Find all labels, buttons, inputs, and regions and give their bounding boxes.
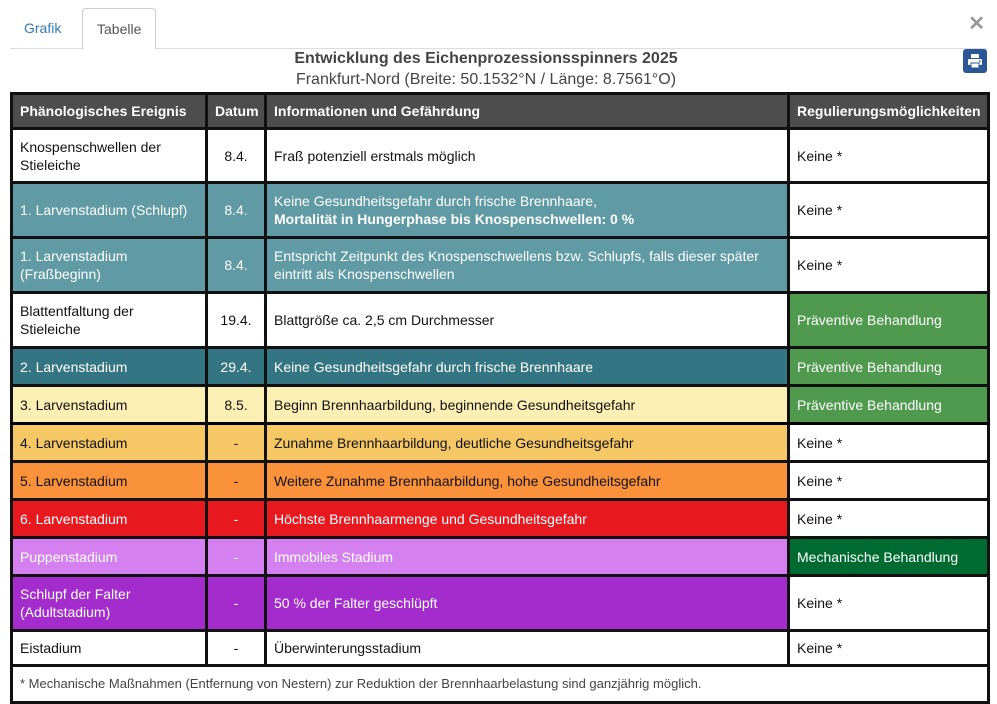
table-row xyxy=(12,183,989,238)
event-cell: Knospenschwellen der Stieleiche xyxy=(12,129,207,183)
page-subtitle: Frankfurt-Nord (Breite: 50.1532°N / Länge: 8.7561°O) xyxy=(295,71,677,88)
printer-icon xyxy=(967,53,983,69)
table-row xyxy=(12,386,989,424)
event-cell: 3. Larvenstadium xyxy=(12,386,207,424)
date-cell: 8.4. xyxy=(207,238,266,293)
info-cell xyxy=(266,500,789,538)
event-cell: 1. Larvenstadium (Fraßbeginn) xyxy=(12,238,207,293)
info-text: Höchste Brennhaarmenge und Gesundheitsgefahr xyxy=(274,510,587,527)
info-text: Weitere Zunahme Brennhaarbildung, hohe Gesundheitsgefahr xyxy=(274,472,661,489)
phenology-table xyxy=(10,92,990,704)
page-title: Entwicklung des Eichenprozessionsspinners 2025 xyxy=(294,50,678,67)
table-row xyxy=(12,238,989,293)
info-text: Zunahme Brennhaarbildung, deutliche Gesundheitsgefahr xyxy=(274,434,634,451)
info-cell xyxy=(266,293,789,348)
table-row xyxy=(12,538,989,576)
info-text: Entspricht Zeitpunkt des Knospenschwellens bzw. Schlupfs, falls dieser später eintritt als Knospenschwellen xyxy=(274,248,759,282)
info-text: Immobiles Stadium xyxy=(274,548,394,565)
regulation-cell: Präventive Behandlung xyxy=(789,386,989,424)
info-cell xyxy=(266,386,789,424)
event-cell: 5. Larvenstadium xyxy=(12,462,207,500)
event-cell: Schlupf der Falter (Adultstadium) xyxy=(12,576,207,631)
regulation-cell: Keine * xyxy=(789,631,989,666)
info-text: Keine Gesundheitsgefahr durch frische Brennhaare, xyxy=(274,193,597,209)
info-cell xyxy=(266,238,789,293)
table-row xyxy=(12,129,989,183)
regulation-cell: Keine * xyxy=(789,462,989,500)
regulation-cell: Keine * xyxy=(789,576,989,631)
event-cell: 4. Larvenstadium xyxy=(12,424,207,462)
regulation-cell: Keine * xyxy=(789,424,989,462)
info-text: Beginn Brennhaarbildung, beginnende Gesundheitsgefahr xyxy=(274,396,636,413)
date-cell: 8.4. xyxy=(207,183,266,238)
info-cell xyxy=(266,348,789,386)
info-cell xyxy=(266,424,789,462)
event-cell: 6. Larvenstadium xyxy=(12,500,207,538)
regulation-cell: Präventive Behandlung xyxy=(789,293,989,348)
info-text: 50 % der Falter geschlüpft xyxy=(274,595,438,611)
info-cell xyxy=(266,631,789,666)
date-cell: - xyxy=(207,631,266,666)
info-cell xyxy=(266,538,789,576)
info-text: Überwinterungsstadium xyxy=(274,640,422,656)
regulation-cell: Keine * xyxy=(789,238,989,293)
footnote: * Mechanische Maßnahmen (Entfernung von Nestern) zur Reduktion der Brennhaarbelastung sind ganzjährig möglich. xyxy=(12,666,989,703)
event-cell: 2. Larvenstadium xyxy=(12,348,207,386)
table-header-row xyxy=(12,94,989,129)
table-row xyxy=(12,293,989,348)
date-cell: - xyxy=(207,538,266,576)
table-row xyxy=(12,631,989,666)
tab-tabelle[interactable]: Tabelle xyxy=(82,8,156,50)
info-bold-text: Mortalität in Hungerphase bis Knospenschwellen: 0 % xyxy=(274,211,635,227)
info-cell xyxy=(266,129,789,183)
print-button[interactable] xyxy=(963,49,987,73)
event-cell: Eistadium xyxy=(12,631,207,666)
table-row xyxy=(12,424,989,462)
regulation-cell: Keine * xyxy=(789,500,989,538)
table-row xyxy=(12,348,989,386)
table-row xyxy=(12,500,989,538)
event-cell: 1. Larvenstadium (Schlupf) xyxy=(12,183,207,238)
date-cell: - xyxy=(207,462,266,500)
footnote-row xyxy=(12,666,989,703)
header-info: Informationen und Gefährdung xyxy=(266,94,789,129)
date-cell: 8.4. xyxy=(207,129,266,183)
info-cell xyxy=(266,576,789,631)
event-cell: Puppenstadium xyxy=(12,538,207,576)
date-cell: - xyxy=(207,576,266,631)
tab-grafik[interactable]: Grafik xyxy=(24,20,62,36)
header-regulation: Regulierungsmöglichkeiten xyxy=(789,94,989,129)
info-text: Blattgröße ca. 2,5 cm Durchmesser xyxy=(274,312,495,328)
close-icon[interactable]: ✕ xyxy=(968,13,985,35)
regulation-cell: Keine * xyxy=(789,129,989,183)
tab-bar xyxy=(10,8,988,49)
info-text: Fraß potenziell erstmals möglich xyxy=(274,147,476,164)
date-cell: - xyxy=(207,500,266,538)
table-row xyxy=(12,576,989,631)
regulation-cell: Keine * xyxy=(789,183,989,238)
info-cell xyxy=(266,183,789,238)
date-cell: 8.5. xyxy=(207,386,266,424)
event-cell: Blattentfaltung der Stieleiche xyxy=(12,293,207,348)
table-row xyxy=(12,462,989,500)
info-cell xyxy=(266,462,789,500)
regulation-cell: Mechanische Behandlung xyxy=(789,538,989,576)
regulation-cell: Präventive Behandlung xyxy=(789,348,989,386)
header-event: Phänologisches Ereignis xyxy=(12,94,207,129)
header-date: Datum xyxy=(207,94,266,129)
info-text: Keine Gesundheitsgefahr durch frische Brennhaare xyxy=(274,358,594,375)
date-cell: - xyxy=(207,424,266,462)
date-cell: 19.4. xyxy=(207,293,266,348)
date-cell: 29.4. xyxy=(207,348,266,386)
